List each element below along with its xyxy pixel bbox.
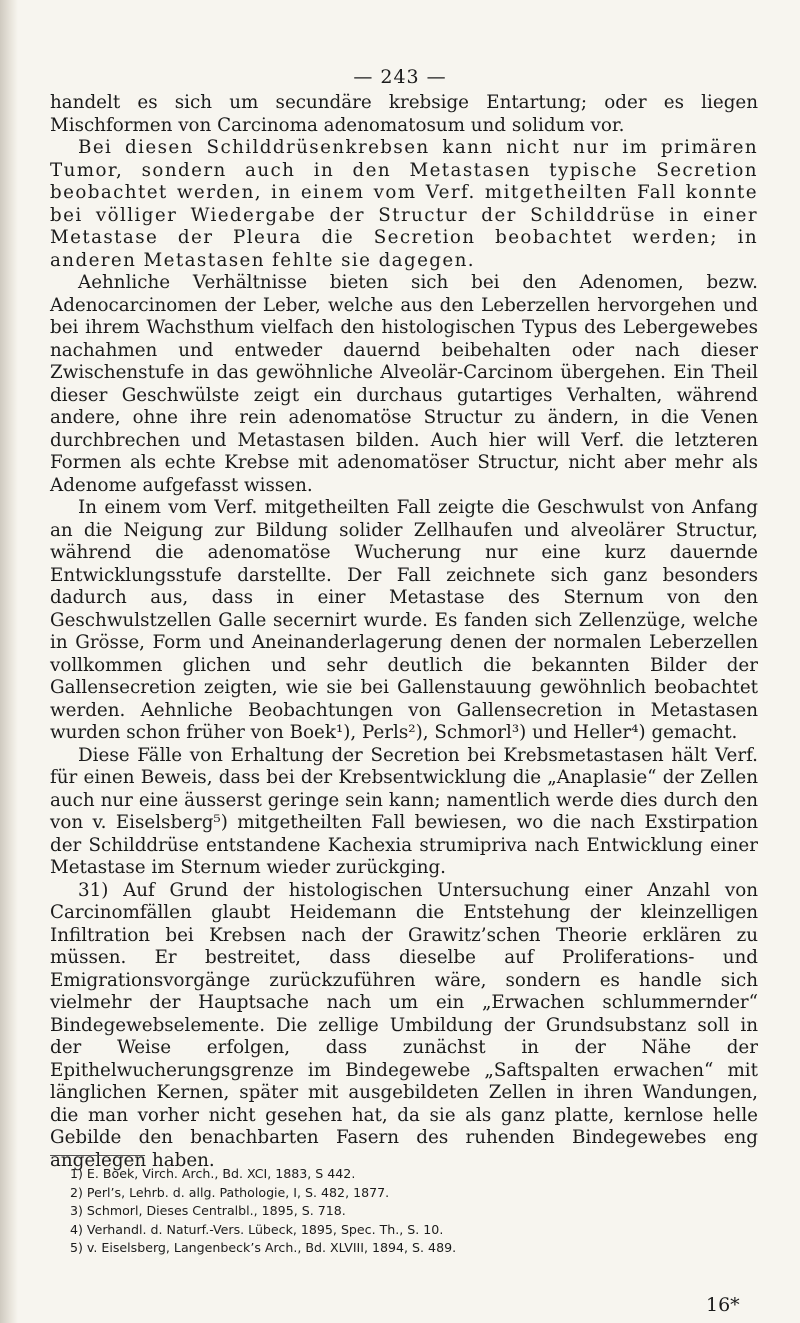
- page-binding-edge: [0, 0, 18, 1323]
- footnote-5: 5) v. Eiselsberg, Langenbeck’s Arch., Bd. XLVIII, 1894, S. 489.: [70, 1240, 457, 1256]
- footnote-4: 4) Verhandl. d. Naturf.-Vers. Lübeck, 1895, Spec. Th., S. 10.: [70, 1221, 444, 1237]
- footnote-1: 1) E. Boek, Virch. Arch., Bd. XCI, 1883, S 442.: [70, 1166, 356, 1181]
- page-number: — 243 —: [353, 66, 447, 88]
- paragraph-3: Aehnliche Verhältnisse bieten sich bei den Adenomen, bezw. Adenocarcinomen der Leber, welche aus den Leberzellen hervorgehen und bei ihrem Wachsthum vielfach den histologischen Typus des Lebergewebes nachahmen und entweder dauernd beibehalten oder nach dieser Zwischenstufe in das gewöhnliche Alveolär-Carcinom übergehen. Ein Theil dieser Geschwülste zeigt ein durchaus gutartiges Verhalten, während andere, ohne ihre rein adenomatöse Structur zu ändern, in die Venen durchbrechen und Metastasen bilden. Auch hier will Verf. die letzteren Formen als echte Krebse mit adenomatöser Structur, nicht aber mehr als Adenome aufgefasst wissen.: [50, 272, 758, 496]
- paragraph-2: Bei diesen Schilddrüsenkrebsen kann nicht nur im primären Tumor, sondern auch in den Metastasen typische Secretion beobachtet werden, in einem vom Verf. mitgetheilten Fall konnte bei völliger Wiedergabe der Structur der Schilddrüse in einer Metastase der Pleura die Secretion beobachtet werden; in anderen Metastasen fehlte sie dagegen.: [50, 137, 758, 271]
- footnote-divider: [50, 1155, 145, 1156]
- paragraph-5: Diese Fälle von Erhaltung der Secretion bei Krebsmetastasen hält Verf. für einen Beweis, dass bei der Krebsentwicklung die „Anaplasie“ der Zellen auch nur eine äusserst geringe sein kann; namentlich werde dies durch den von v. Eiselsberg⁵) mitgetheilten Fall bewiesen, wo die nach Exstirpation der Schilddrüse entstandene Kachexia strumipriva nach Entwicklung einer Metastase im Sternum wieder zurückging.: [50, 744, 758, 878]
- footnote-3: 3) Schmorl, Dieses Centralbl., 1895, S. 718.: [70, 1203, 346, 1219]
- paragraph-4: In einem vom Verf. mitgetheilten Fall zeigte die Geschwulst von Anfang an die Neigung zur Bildung solider Zellhaufen und alveolärer Structur, während die adenomatöse Wucherung nur eine kurz dauernde Entwicklungsstufe darstellte. Der Fall zeichnete sich ganz besonders dadurch aus, dass in einer Metastase des Sternum von den Geschwulstzellen Galle secernirt wurde. Es fanden sich Zellenzüge, welche in Grösse, Form und Aneinanderlagerung denen der normalen Leberzellen vollkommen glichen und sehr deutlich die bekannten Bilder der Gallensecretion zeigten, wie sie bei Gallenstauung gewöhnlich beobachtet werden. Aehnliche Beobachtungen von Gallensecretion in Metastasen wurden schon früher von Boek¹), Perls²), Schmorl³) und Heller⁴) gemacht.: [50, 497, 758, 743]
- footnote-2: 2) Perl’s, Lehrb. d. allg. Pathologie, I, S. 482, 1877.: [70, 1184, 390, 1200]
- footnotes: [70, 1165, 750, 1258]
- sheet-signature: 16*: [706, 1294, 740, 1316]
- paragraph-6: 31) Auf Grund der histologischen Untersuchung einer Anzahl von Carcinomfällen glaubt Heidemann die Entstehung der kleinzelligen Infiltration bei Krebsen nach der Grawitz’schen Theorie erklären zu müssen. Er bestreitet, dass dieselbe auf Proliferations- und Emigrationsvorgänge zurückzuführen wäre, sondern es handle sich vielmehr der Hauptsache nach um ein „Erwachen schlummernder“ Bindegewebselemente. Die zellige Umbildung der Grundsubstanz soll in der Weise erfolgen, dass zunächst in der Nähe der Epithelwucherungsgrenze im Bindegewebe „Saftspalten erwachen“ mit länglichen Kernen, später mit ausgebildeten Zellen in ihren Wandungen, die man vorher nicht gesehen hat, da sie als ganz platte, kernlose helle Gebilde den benachbarten Fasern des ruhenden Bindegewebes eng angelegen haben.: [50, 879, 758, 1171]
- paragraph-1: handelt es sich um secundäre krebsige Entartung; oder es liegen Mischformen von Carcinoma adenomatosum und solidum vor.: [50, 92, 758, 136]
- body-text: [50, 92, 758, 1172]
